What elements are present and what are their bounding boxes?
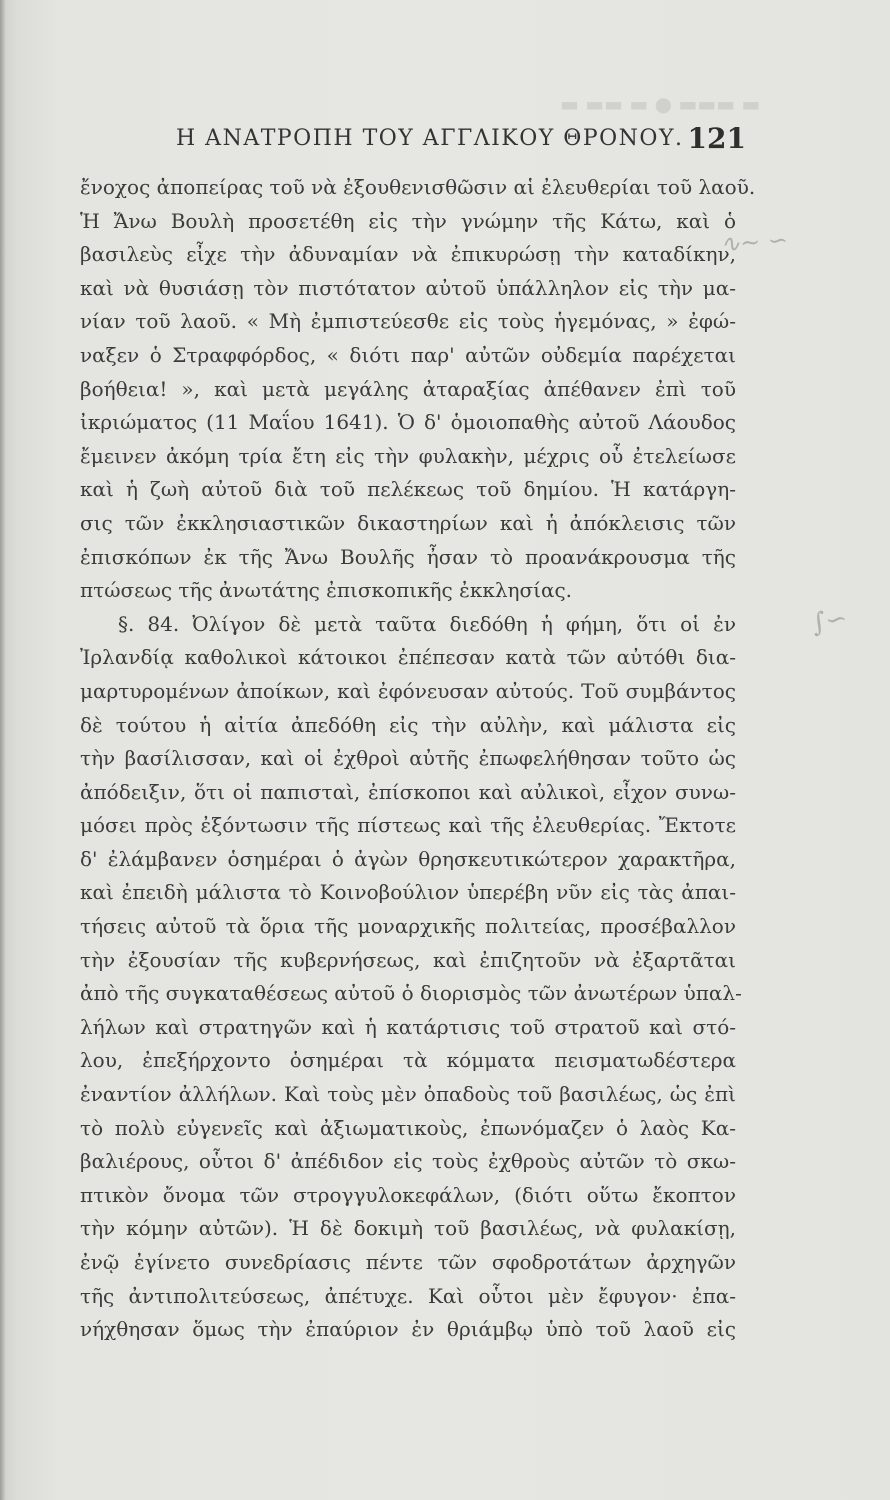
- text-line: καὶ ἡ ζωὴ αὐτοῦ διὰ τοῦ πελέκεως τοῦ δημίου. Ἡ κατάργη-: [80, 477, 736, 502]
- text-line: ἔνοχος ἀποπείρας τοῦ νὰ ἐξουθενισθῶσιν αἱ ἐλευθερίαι τοῦ λαοῦ.: [80, 175, 756, 199]
- text-line: Ἡ Ἄνω Βουλὴ προσετέθη εἰς τὴν γνώμην τῆς Κάτω, καὶ ὁ: [80, 208, 736, 233]
- section-start-line: §. 84. Ὀλίγον δὲ μετὰ ταῦτα διεδόθη ἡ φήμη, ὅτι οἱ ἐν: [118, 611, 736, 636]
- text-line: ἀπὸ τῆς συγκαταθέσεως αὐτοῦ ὁ διορισμὸς τῶν ἀνωτέρων ὑπαλ-: [80, 981, 742, 1006]
- text-line: πτώσεως τῆς ἀνωτάτης ἐπισκοπικῆς ἐκκλησίας.: [80, 578, 573, 603]
- text-line: καὶ νὰ θυσιάσῃ τὸν πιστότατον αὐτοῦ ὑπάλληλον εἰς τὴν μα-: [80, 275, 736, 300]
- text-line: ἀπόδειξιν, ὅτι οἱ παπισταὶ, ἐπίσκοποι καὶ αὐλικοὶ, εἶχον συνω-: [80, 779, 736, 804]
- text-line: μαρτυρομένων ἀποίκων, καὶ ἐφόνευσαν αὐτούς. Τοῦ συμβάντος: [80, 678, 736, 703]
- page-header: [80, 118, 746, 158]
- text-line: βοήθεια! », καὶ μετὰ μεγάλης ἀταραξίας ἀπέθανεν ἐπὶ τοῦ: [80, 376, 736, 401]
- text-line: Ἰρλανδίᾳ καθολικοὶ κάτοικοι ἐπέπεσαν κατὰ τῶν αὐτόθι δια-: [80, 645, 736, 670]
- running-title: Η ΑΝΑΤΡΟΠΗ ΤΟΥ ΑΓΓΛΙΚΟΥ ΘΡΟΝΟΥ.: [176, 126, 684, 151]
- text-line: πτικὸν ὄνομα τῶν στρογγυλοκεφάλων, (διότι οὕτω ἔκοπτον: [80, 1182, 736, 1207]
- text-line: τήσεις αὐτοῦ τὰ ὅρια τῆς μοναρχικῆς πολιτείας, προσέβαλλον: [80, 914, 736, 939]
- text-line: ἐπισκόπων ἐκ τῆς Ἄνω Βουλῆς ἦσαν τὸ προανάκρουσμα τῆς: [80, 544, 736, 569]
- text-line: τῆς ἀντιπολιτεύσεως, ἀπέτυχε. Καὶ οὗτοι μὲν ἔφυγον· ἐπα-: [80, 1283, 736, 1308]
- bleed-through-mark: ▬ ▬▬ ▬ ● ▬▬▬ ▬: [560, 92, 761, 116]
- text-line: ἐναντίον ἀλλήλων. Καὶ τοὺς μὲν ὀπαδοὺς τοῦ βασιλέως, ὡς ἐπὶ: [80, 1082, 736, 1107]
- text-line: καὶ ἐπειδὴ μάλιστα τὸ Κοινοβούλιον ὑπερέβη νῦν εἰς τὰς ἀπαι-: [80, 880, 736, 905]
- text-line: δὲ τούτου ἡ αἰτία ἀπεδόθη εἰς τὴν αὐλὴν, καὶ μάλιστα εἰς: [80, 712, 736, 737]
- text-line: νίαν τοῦ λαοῦ. « Μὴ ἐμπιστεύεσθε εἰς τοὺς ἡγεμόνας, » ἐφώ-: [80, 309, 736, 334]
- body-text: [80, 171, 756, 1347]
- text-line: λου, ἐπεξήρχοντο ὁσημέραι τὰ κόμματα πεισματωδέστερα: [80, 1048, 736, 1073]
- text-line: βαλιέρους, οὗτοι δ' ἀπέδιδον εἰς τοὺς ἐχθροὺς αὐτῶν τὸ σκω-: [80, 1149, 736, 1174]
- text-line: λήλων καὶ στρατηγῶν καὶ ἡ κατάρτισις τοῦ στρατοῦ καὶ στό-: [80, 1014, 736, 1039]
- text-line: δ' ἐλάμβανεν ὁσημέραι ὁ ἀγὼν θρησκευτικώτερον χαρακτῆρα,: [80, 846, 736, 871]
- text-line: τὴν κόμην αὐτῶν). Ἡ δὲ δοκιμὴ τοῦ βασιλέως, νὰ φυλακίσῃ,: [80, 1216, 736, 1241]
- text-line: ἐνῷ ἐγίνετο συνεδρίασις πέντε τῶν σφοδροτάτων ἀρχηγῶν: [80, 1250, 736, 1274]
- text-line: ναξεν ὁ Στραφφόρδος, « διότι παρ' αὐτῶν οὐδεμία παρέχεται: [80, 342, 736, 367]
- text-line: τὴν ἐξουσίαν τῆς κυβερνήσεως, καὶ ἐπιζητοῦν νὰ ἐξαρτᾶται: [80, 947, 736, 972]
- text-line: ἰκριώματος (11 Μαΐου 1641). Ὁ δ' ὁμοιοπαθὴς αὐτοῦ Λάουδος: [80, 410, 736, 435]
- text-line: νήχθησαν ὅμως τὴν ἐπαύριον ἐν θριάμβῳ ὑπὸ τοῦ λαοῦ εἰς: [80, 1317, 736, 1342]
- text-line: μόσει πρὸς ἐξόντωσιν τῆς πίστεως καὶ τῆς ἐλευθερίας. Ἔκτοτε: [80, 813, 736, 838]
- page-gutter-edge: [0, 0, 6, 1500]
- page-number: 121: [687, 122, 746, 155]
- text-line: σις τῶν ἐκκλησιαστικῶν δικαστηρίων καὶ ἡ ἀπόκλεισις τῶν: [80, 510, 736, 535]
- text-line: ἔμεινεν ἀκόμη τρία ἔτη εἰς τὴν φυλακὴν, μέχρις οὗ ἐτελείωσε: [80, 443, 736, 468]
- text-line: τὸ πολὺ εὐγενεῖς καὶ ἀξιωματικοὺς, ἐπωνόμαζεν ὁ λαὸς Κα-: [80, 1115, 736, 1140]
- text-line: βασιλεὺς εἶχε τὴν ἀδυναμίαν νὰ ἐπικυρώσῃ τὴν καταδίκην,: [80, 242, 736, 267]
- pencil-mark-margin: ∫∽: [809, 603, 850, 639]
- text-line: τὴν βασίλισσαν, καὶ οἱ ἐχθροὶ αὐτῆς ἐπωφελήθησαν τοῦτο ὡς: [80, 746, 736, 771]
- pencil-mark: ∿∼ ∽: [719, 225, 789, 259]
